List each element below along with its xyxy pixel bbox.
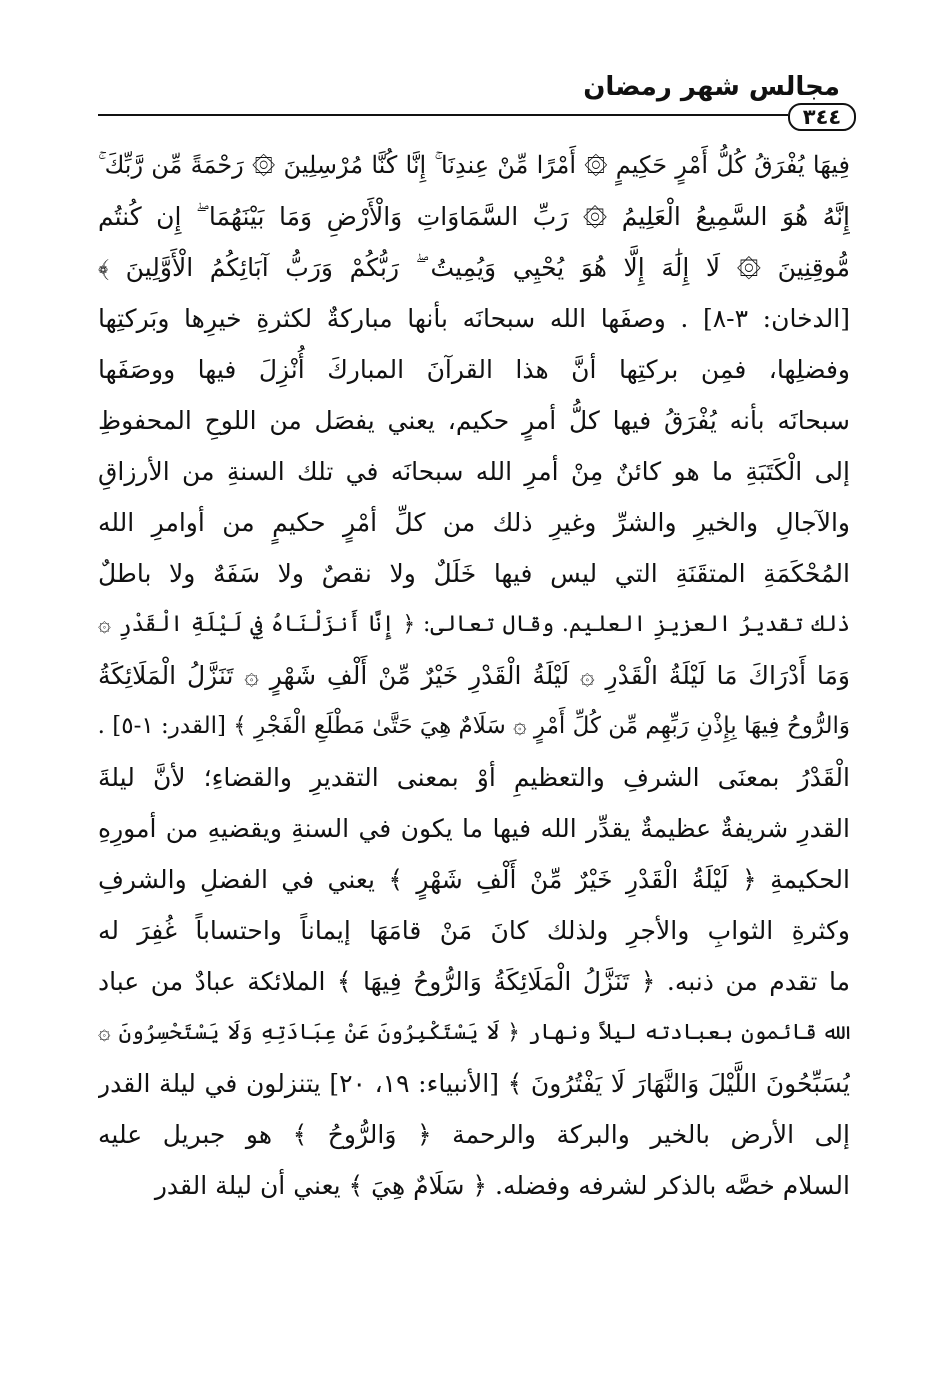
text-line: السلام خصَّه بالذكر لشرفه وفضله. ﴿ سَلَامٌ هِيَ ﴾ يعني أن ليلة القدر: [154, 1171, 850, 1200]
text-line: وَالرُّوحُ فِيهَا بِإِذْنِ رَبِّهِم مِّن كُلِّ أَمْرٍ ۞ سَلَامٌ هِيَ حَتَّىٰ مَطْلَعِ الْفَجْرِ ﴾ [القدر: ١-٥] .: [98, 713, 850, 739]
text-line: مُّوقِنِينَ ۞ لَا إِلَٰهَ إِلَّا هُوَ يُحْيِي وَيُمِيتُ ۖ رَبُّكُمْ وَرَبُّ آبَائِكُمُ الْأَوَّلِينَ ﴾: [98, 253, 850, 282]
text-line: وَمَا أَدْرَاكَ مَا لَيْلَةُ الْقَدْرِ ۞ لَيْلَةُ الْقَدْرِ خَيْرٌ مِّنْ أَلْفِ شَهْرٍ ۞ تَنَزَّلُ الْمَلَائِكَةُ: [98, 661, 850, 690]
text-line: إلى الأرض بالخير والبركة والرحمة ﴿ وَالرُّوحُ ﴾ هو جبريل عليه: [98, 1120, 850, 1149]
running-header-title: مجالس شهر رمضان: [583, 72, 840, 102]
text-line: الحكيمةِ ﴿ لَيْلَةُ الْقَدْرِ خَيْرٌ مِّنْ أَلْفِ شَهْرٍ ﴾ يعني في الفضلِ والشرفِ: [98, 865, 850, 894]
text-line: القدرِ شريفةٌ عظيمةٌ يقدِّر الله فيها ما يكون في السنةِ ويقضيهِ من أمورِهِ: [98, 814, 850, 843]
page-number-badge: ٣٤٤: [788, 103, 856, 131]
text-line: يُسَبِّحُونَ اللَّيْلَ وَالنَّهَارَ لَا يَفْتُرُونَ ﴾ [الأنبياء: ١٩، ٢٠] يتنزلون في ليلة القدر: [98, 1069, 850, 1098]
text-line: وكثرةِ الثوابِ والأجرِ ولذلك كانَ مَنْ قامَهَا إيماناً واحتساباً غُفِرَ له: [98, 916, 850, 945]
text-line: إِنَّهُ هُوَ السَّمِيعُ الْعَلِيمُ ۞ رَبِّ السَّمَاوَاتِ وَالْأَرْضِ وَمَا بَيْنَهُمَا ۖ إِن كُنتُم: [98, 202, 850, 231]
text-line: وفضلِها، فمِن بركتِها أنَّ هذا القرآنَ المباركَ أُنْزِلَ فيها ووصَفَها: [98, 355, 850, 384]
text-line: والآجالِ والخيرِ والشرِّ وغيرِ ذلك من كلِّ أمْرٍ حكيمٍ من أوامرِ الله: [98, 508, 850, 537]
text-line: الْقَدْرُ بمعنَى الشرفِ والتعظيمِ أوْ بمعنى التقديرِ والقضاءِ؛ لأنَّ ليلةَ: [98, 763, 850, 792]
page-body: [98, 140, 850, 1211]
header-divider: [98, 114, 788, 116]
text-line: ما تقدم من ذنبه. ﴿ تَنَزَّلُ الْمَلَائِكَةُ وَالرُّوحُ فِيهَا ﴾ الملائكة عبادٌ من عباد: [98, 967, 850, 996]
text-line: المُحْكَمَةِ المتقَنَةِ التي ليس فيها خَلَلٌ ولا نقصٌ ولا سَفَهٌ ولا باطلٌ: [98, 559, 850, 588]
text-line: إلى الْكَتَبَةِ ما هو كائنٌ مِنْ أمرِ الله سبحانَه في تلك السنةِ من الأرزاقِ: [98, 457, 850, 486]
text-line: [الدخان: ٣-٨] . وصفَها الله سبحانَه بأنها مباركةٌ لكثرةِ خيرِها وبَركتِها: [98, 304, 850, 333]
text-line: الله قائمون بعبادته ليلاً ونهار ﴿ لَا يَسْتَكْبِرُونَ عَنْ عِبَادَتِهِ وَلَا يَسْتَحْسِرُونَ ۞: [98, 1020, 850, 1045]
text-line: سبحانَه بأنه يُفْرَقُ فيها كلُّ أمرٍ حكيم، يعني يفصَل من اللوحِ المحفوظِ: [98, 406, 850, 435]
text-line: فِيهَا يُفْرَقُ كُلُّ أَمْرٍ حَكِيمٍ ۞ أَمْرًا مِّنْ عِندِنَا ۚ إِنَّا كُنَّا مُرْسِلِينَ ۞ رَحْمَةً مِّن رَّبِّكَ ۚ: [98, 151, 850, 179]
text-line: ذلك تقديرُ العزيزِ العليم. وقال تعالى: ﴿ إِنَّا أَنزَلْنَاهُ فِي لَيْلَةِ الْقَدْرِ ۞: [98, 612, 850, 637]
